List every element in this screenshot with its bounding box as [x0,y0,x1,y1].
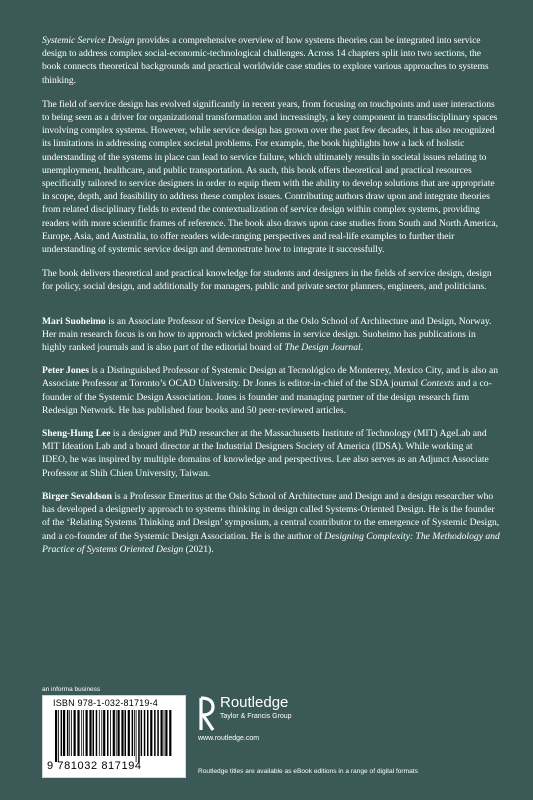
barcode-bar [83,710,84,756]
barcode-bar [128,710,130,756]
barcode-bar [116,710,117,756]
barcode-bar [118,710,120,756]
barcode-bar [81,710,82,756]
barcode-bar [71,710,72,756]
barcode-bar [86,710,88,756]
author-name: Birger Sevaldson [42,490,112,502]
barcode-bar [136,710,137,762]
barcode-bar [99,710,100,756]
barcode-number: 9 781032 817194 [47,760,142,772]
barcode-bar [150,710,152,756]
barcode-bar [154,710,156,756]
barcode-bar [61,710,63,756]
paragraph-audience: The book delivers theoretical and practical knowledge for students and designers in the fields of service design, design for policy, social design, and additionally for managers, public and private sector planners, engineers, and politicians. [42,268,492,293]
barcode-bar [157,710,159,756]
barcode-bar [55,710,57,762]
publisher-url: www.routledge.com [198,735,260,742]
barcode-bar [58,710,59,762]
barcode-bar [63,710,65,756]
barcode-bar [144,710,146,756]
barcode-bar [74,710,76,756]
author-bio: Sheng-Hung Lee is a designer and PhD researcher at the Massachusetts Institute of Technology (MIT) AgeLab and MIT Ideation Lab and a board director at the Industrial Designers Society of America (IDSA). While working at IDEO, he was inspired by multiple domains of knowledge and perspectives. Lee also serves as an Adjunct Associate Professor at Shih Chien University, Taiwan. [42,428,489,479]
isbn-text: ISBN 978-1-032-81719-4 [53,698,158,708]
barcode-bar [164,710,165,756]
barcode-bar [67,710,69,756]
barcode-bar [103,710,105,756]
barcode-bar [110,710,111,756]
isbn-barcode [42,695,186,778]
ebook-note: Routledge titles are available as eBook editions in a range of digital formats [198,768,418,775]
intro-text: provides a comprehensive overview of how systems theories can be integrated into service design to address complex social-economic-technological challenges. Across 14 chapters split into two sections, the book connects theoretical backgrounds and practical worldwide case studies to explore various approaches to systems thinking. [42,35,489,86]
author-name: Peter Jones [42,365,89,377]
barcode-bars [53,710,177,762]
author-bio: Birger Sevaldson is a Professor Emeritus at the Oslo School of Architecture and Design and a design researcher who has developed a designerly approach to systems thinking in design called Systems-Oriented Design. He is the founder of the ‘Relating Systems Thinking and Design’ symposium, a central contributor to the emergence of Systemic Design, and a co-founder of the Systemic Design Association. He is the author of Designing Complexity: The Methodology and Practice of Systems Oriented Design (2021). [42,490,500,555]
barcode-bar [165,710,167,756]
barcode-bar [132,710,134,756]
barcode-bar [138,710,140,762]
barcode-bar [101,710,102,756]
barcode-bar [77,710,79,756]
barcode-bar [125,710,127,756]
author-bio: Peter Jones is a Distinguished Professor of Systemic Design at Tecnológico de Monterrey, Mexico City, and is also an Associate Professor at Toronto’s OCAD University. Dr Jones is editor-in-chief of the SDA journal Contexts and a co-founder of the Systemic Design Association. Jones is founder and managing partner of the design research firm Redesign Network. He has published four books and 50 peer-reviewed articles. [42,365,499,416]
paragraph-service-design: The field of service design has evolved significantly in recent years, from focusing on touchpoints and user interactions to being seen as a driver for organizational transformation and increasingly, a key component in transdisciplinary spaces involving complex systems. However, while service design has grown over the past few decades, it has also recognized its limitations in addressing complex societal problems. For example, the book highlights how a lack of holistic understanding of the systems in place can lead to service failure, which ultimately results in societal issues relating to unemployment, healthcare, and public transportation. As such, this book offers theoretical and practical resources specifically tailored to service designers in order to equip them with the ability to develop solutions that are appropriate in scope, depth, and feasibility to address these complex issues. Contributing authors draw upon and integrate theories from related disciplinary fields to extend the contextualization of service design within complex systems, providing readers with more scientific frames of reference. The book also draws upon case studies from South and North America, Europe, Asia, and Australia, to offer readers wide-ranging perspectives and real-life examples to further their understanding of systemic service design and demonstrate how to integrate it successfully. [42,98,498,256]
barcode-bar [69,710,70,756]
barcode-bar [96,710,98,756]
blurb [42,34,500,566]
barcode-bar [169,710,171,756]
cover-footer [42,686,502,786]
barcode-bar [141,710,143,756]
publisher-name: Routledge [220,694,289,711]
author-bio: Mari Suoheimo is an Associate Professor of Service Design at the Oslo School of Architecture and Design, Norway. Her main research focus is on how to approach wicked problems in service design. Suoheimo has publications in highly ranked journals and is also part of the editorial board of The Design Journal. [42,315,492,354]
barcode-bar [107,710,109,756]
intro-paragraph [42,34,500,87]
barcode-bar [121,710,123,756]
routledge-logo-icon [198,696,216,732]
barcode-bar [161,710,163,756]
barcode-bar [113,710,115,756]
author-name: Sheng-Hung Lee [42,428,111,440]
barcode-bar [93,710,95,756]
book-title: Systemic Service Design [42,35,135,46]
barcode-bar [147,710,149,756]
barcode-bar [89,710,91,756]
author-name: Mari Suoheimo [42,315,106,327]
barcode-bar [134,710,135,756]
publisher-group: Taylor & Francis Group [220,713,292,720]
informa-tagline: an informa business [42,686,101,693]
